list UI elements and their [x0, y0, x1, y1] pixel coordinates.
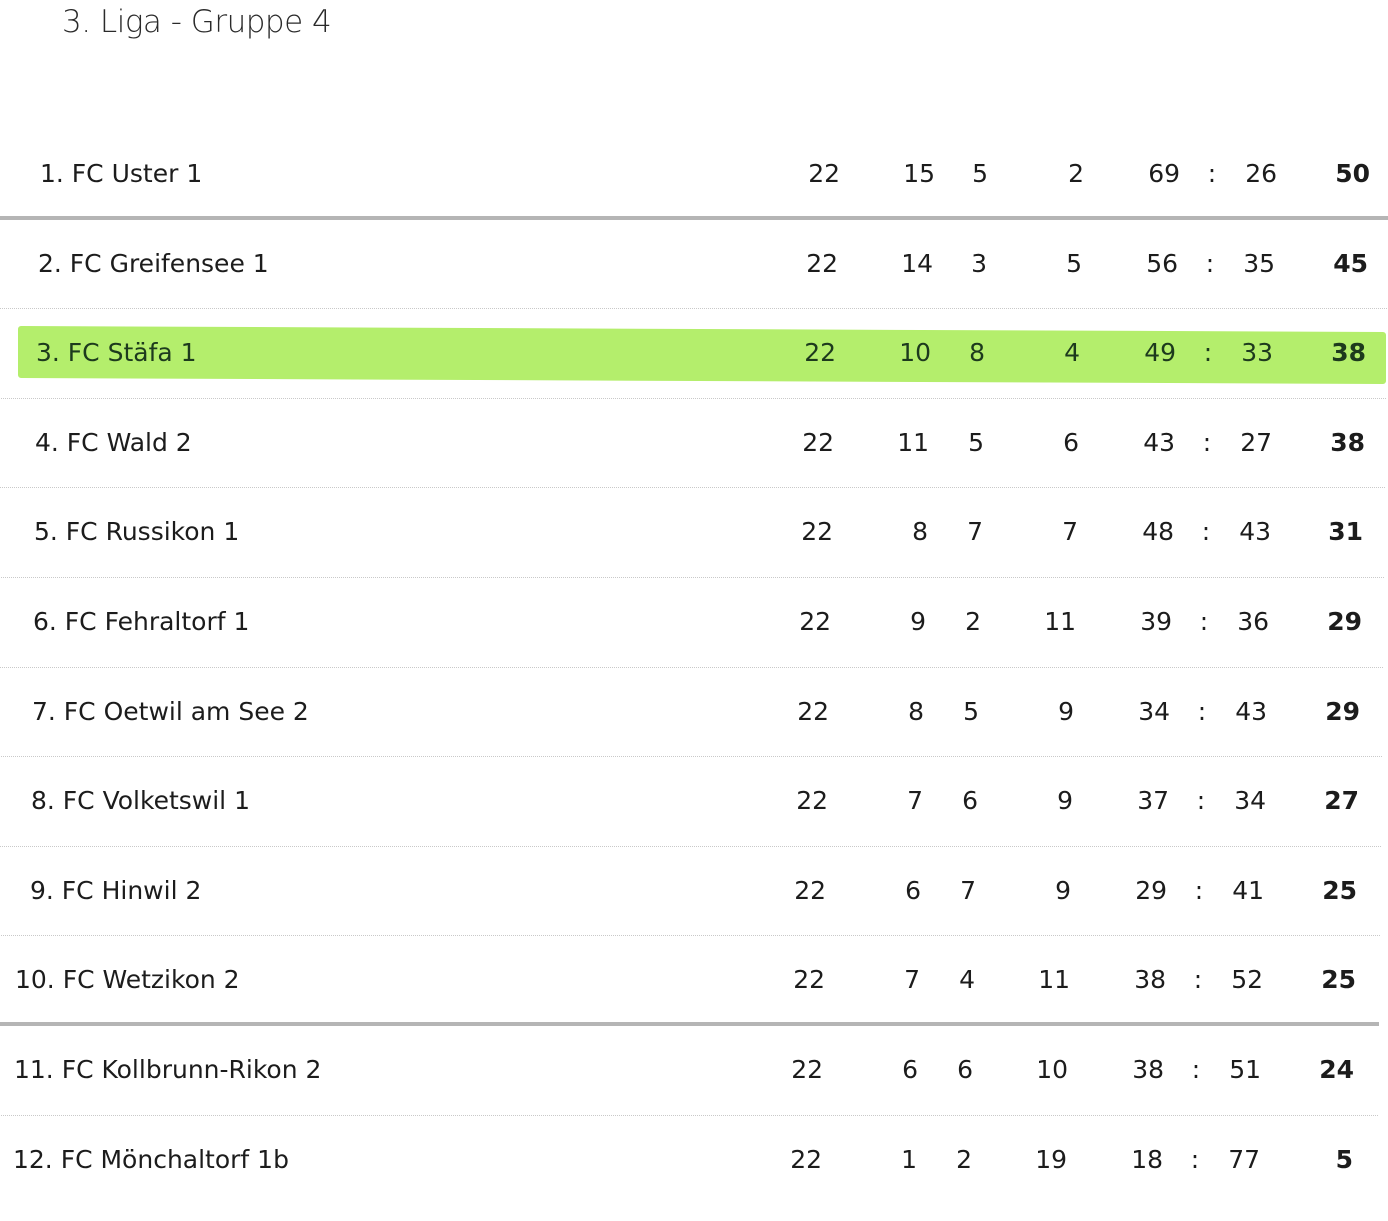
points: 5 — [1335, 1144, 1353, 1174]
goals-for: 56 — [1146, 248, 1178, 278]
points: 29 — [1327, 606, 1362, 636]
goals-for: 43 — [1143, 427, 1175, 457]
goal-separator: : — [1194, 875, 1204, 905]
won: 6 — [902, 1054, 918, 1084]
team-name: 2. FC Greifensee 1 — [38, 248, 269, 278]
table-row — [0, 220, 1387, 310]
goal-separator: : — [1190, 1144, 1200, 1174]
table-row — [0, 130, 1388, 220]
goal-separator: : — [1205, 248, 1215, 278]
goal-separator: : — [1201, 517, 1211, 547]
won: 14 — [901, 248, 933, 278]
points: 45 — [1333, 248, 1368, 278]
team-name: 7. FC Oetwil am See 2 — [32, 696, 309, 726]
goals-against: 34 — [1234, 786, 1266, 816]
goals-for: 34 — [1138, 696, 1170, 726]
won: 8 — [908, 696, 924, 726]
goal-separator: : — [1196, 786, 1206, 816]
points: 50 — [1335, 159, 1370, 188]
table-row — [0, 488, 1384, 578]
goals-against: 77 — [1228, 1144, 1260, 1174]
played: 22 — [801, 517, 833, 547]
points: 29 — [1325, 696, 1360, 726]
goals-for: 38 — [1132, 1054, 1164, 1084]
goals-against: 51 — [1229, 1054, 1261, 1084]
team-name: 11. FC Kollbrunn-Rikon 2 — [14, 1054, 322, 1084]
won: 8 — [912, 517, 928, 547]
goal-separator: : — [1207, 159, 1217, 188]
team-name: 8. FC Volketswil 1 — [31, 786, 250, 816]
draw: 3 — [971, 248, 987, 278]
goals-for: 29 — [1135, 875, 1167, 905]
played: 22 — [796, 786, 828, 816]
won: 7 — [907, 786, 923, 816]
goals-against: 27 — [1240, 427, 1272, 457]
played: 22 — [799, 606, 831, 636]
played: 22 — [790, 1144, 822, 1174]
draw: 7 — [967, 517, 983, 547]
lost: 7 — [1062, 517, 1078, 547]
goals-for: 18 — [1131, 1144, 1163, 1174]
table-row — [0, 1026, 1378, 1116]
goals-against: 26 — [1245, 159, 1277, 188]
goal-separator: : — [1203, 338, 1213, 368]
table-row — [0, 757, 1381, 847]
lost: 10 — [1036, 1054, 1068, 1084]
won: 9 — [910, 606, 926, 636]
points: 25 — [1322, 875, 1357, 905]
table-row — [0, 668, 1382, 758]
draw: 5 — [972, 159, 988, 188]
team-name: 4. FC Wald 2 — [35, 427, 192, 457]
played: 22 — [794, 875, 826, 905]
lost: 4 — [1064, 338, 1080, 368]
lost: 11 — [1044, 606, 1076, 636]
draw: 7 — [960, 875, 976, 905]
draw: 4 — [959, 965, 975, 995]
goals-against: 43 — [1235, 696, 1267, 726]
played: 22 — [791, 1054, 823, 1084]
goals-against: 36 — [1237, 606, 1269, 636]
goals-for: 38 — [1134, 965, 1166, 995]
won: 11 — [897, 427, 929, 457]
standings-table — [0, 130, 1388, 1205]
goal-separator: : — [1202, 427, 1212, 457]
goals-for: 48 — [1142, 517, 1174, 547]
lost: 11 — [1038, 965, 1070, 995]
goal-separator: : — [1193, 965, 1203, 995]
draw: 8 — [969, 338, 985, 368]
lost: 19 — [1035, 1144, 1067, 1174]
goal-separator: : — [1191, 1054, 1201, 1084]
draw: 6 — [962, 786, 978, 816]
goals-against: 33 — [1241, 338, 1273, 368]
points: 24 — [1319, 1054, 1354, 1084]
lost: 9 — [1057, 786, 1073, 816]
table-row-highlighted — [0, 309, 1386, 399]
lost: 2 — [1068, 159, 1084, 188]
table-row — [0, 936, 1379, 1026]
table-row — [0, 578, 1383, 668]
draw: 5 — [968, 427, 984, 457]
goals-against: 35 — [1243, 248, 1275, 278]
lost: 6 — [1063, 427, 1079, 457]
played: 22 — [793, 965, 825, 995]
goals-for: 37 — [1137, 786, 1169, 816]
team-name: 1. FC Uster 1 — [40, 159, 203, 188]
won: 10 — [899, 338, 931, 368]
lost: 9 — [1058, 696, 1074, 726]
highlighter-mark — [18, 326, 1386, 384]
team-name: 12. FC Mönchaltorf 1b — [13, 1144, 289, 1174]
page-title: 3. Liga - Gruppe 4 — [62, 4, 332, 40]
points: 38 — [1331, 338, 1366, 368]
lost: 9 — [1055, 875, 1071, 905]
played: 22 — [802, 427, 834, 457]
table-row — [0, 1116, 1377, 1206]
team-name: 9. FC Hinwil 2 — [30, 875, 202, 905]
team-name: 6. FC Fehraltorf 1 — [33, 606, 250, 636]
draw: 6 — [957, 1054, 973, 1084]
played: 22 — [804, 338, 836, 368]
points: 25 — [1321, 965, 1356, 995]
goals-against: 43 — [1239, 517, 1271, 547]
played: 22 — [808, 159, 840, 188]
table-row — [0, 847, 1380, 937]
draw: 2 — [956, 1144, 972, 1174]
table-row — [0, 399, 1385, 489]
points: 38 — [1330, 427, 1365, 457]
lost: 5 — [1066, 248, 1082, 278]
won: 1 — [901, 1144, 917, 1174]
goals-for: 69 — [1148, 159, 1180, 188]
played: 22 — [797, 696, 829, 726]
draw: 2 — [965, 606, 981, 636]
won: 6 — [905, 875, 921, 905]
won: 7 — [904, 965, 920, 995]
goal-separator: : — [1199, 606, 1209, 636]
goal-separator: : — [1197, 696, 1207, 726]
goals-for: 49 — [1144, 338, 1176, 368]
goals-for: 39 — [1140, 606, 1172, 636]
points: 27 — [1324, 786, 1359, 816]
played: 22 — [806, 248, 838, 278]
won: 15 — [903, 159, 935, 188]
goals-against: 41 — [1232, 875, 1264, 905]
points: 31 — [1328, 517, 1363, 547]
team-name: 10. FC Wetzikon 2 — [15, 965, 240, 995]
goals-against: 52 — [1231, 965, 1263, 995]
team-name: 5. FC Russikon 1 — [34, 517, 240, 547]
draw: 5 — [963, 696, 979, 726]
team-name: 3. FC Stäfa 1 — [36, 338, 197, 368]
